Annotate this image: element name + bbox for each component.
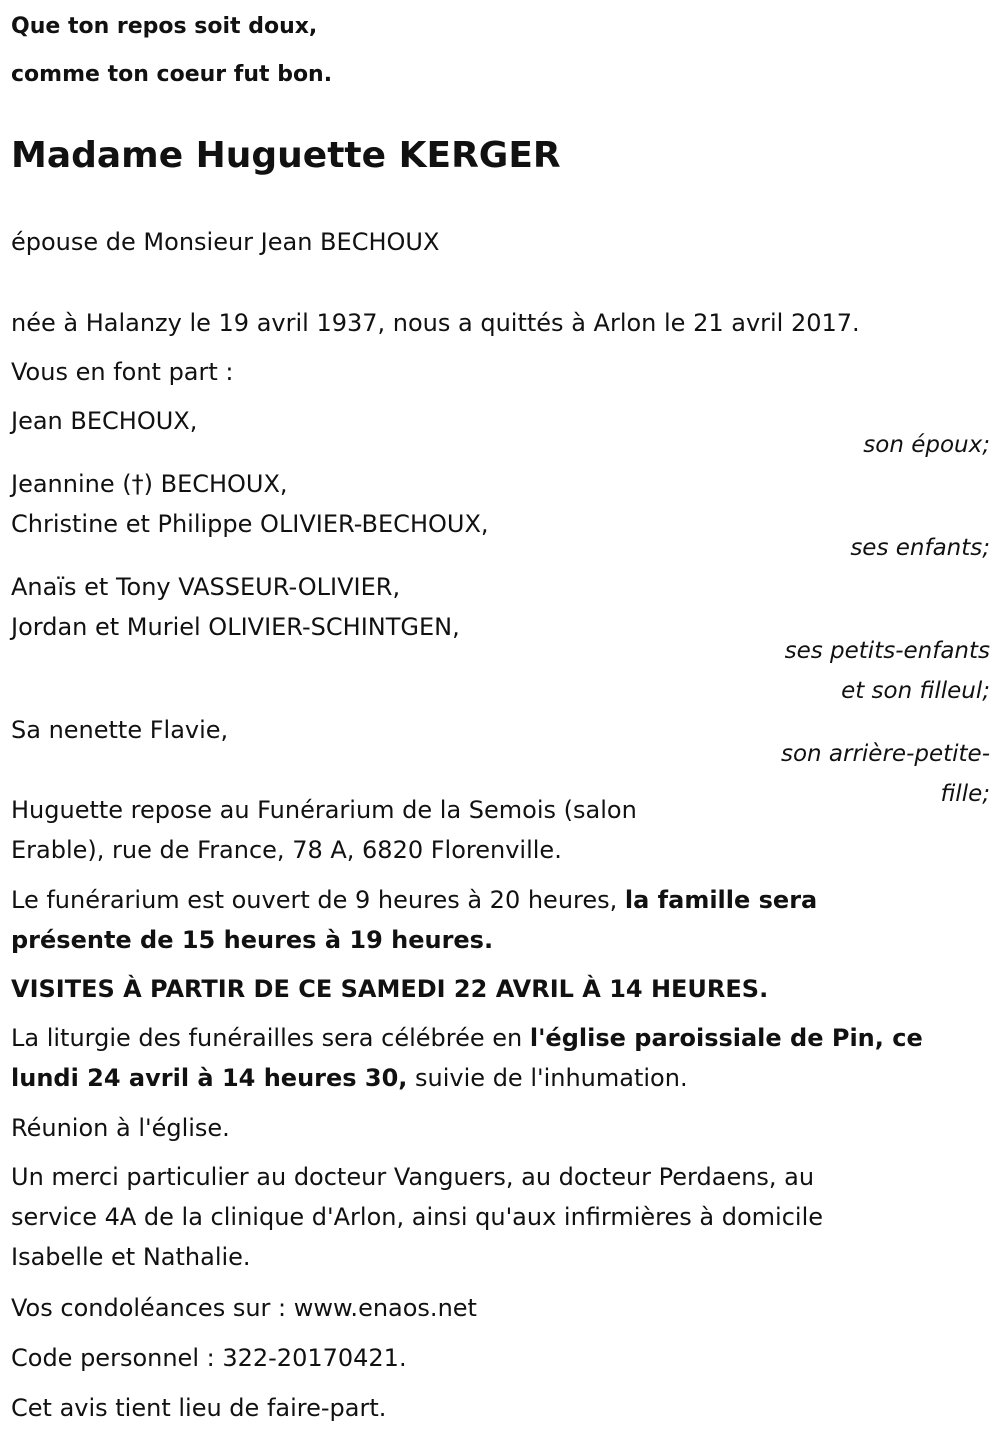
family-presence-text-1: la famille sera: [624, 886, 818, 914]
deceased-name: Madame Huguette KERGER: [11, 135, 561, 176]
funerarium-line-1: Huguette repose au Funérarium de la Semois (salon: [11, 796, 637, 824]
announcement-intro: Vous en font part :: [11, 358, 234, 386]
personal-code: Code personnel : 322-20170421.: [11, 1344, 407, 1372]
visits-announcement: VISITES À PARTIR DE CE SAMEDI 22 AVRIL À 14 HEURES.: [11, 975, 769, 1003]
funerarium-line-2: Erable), rue de France, 78 A, 6820 Florenville.: [11, 836, 562, 864]
family-great-grandchild: Sa nenette Flavie,: [11, 716, 229, 744]
family-child-2: Christine et Philippe OLIVIER-BECHOUX,: [11, 510, 489, 538]
notice-line: Cet avis tient lieu de faire-part.: [11, 1394, 387, 1422]
opening-hours-line-2: [11, 920, 493, 960]
grandchildren-relation-1: ses petits-enfants: [784, 638, 990, 664]
great-grandchild-relation-1: son arrière-petite-: [780, 741, 990, 767]
birth-death-line: née à Halanzy le 19 avril 1937, nous a quittés à Arlon le 21 avril 2017.: [11, 309, 860, 337]
meeting-place: Réunion à l'église.: [11, 1114, 230, 1142]
grandchildren-relation-2: et son filleul;: [841, 678, 990, 704]
family-child-1: Jeannine (†) BECHOUX,: [11, 470, 288, 498]
liturgy-line-2: [11, 1058, 688, 1098]
family-grandchild-2: Jordan et Muriel OLIVIER-SCHINTGEN,: [11, 613, 460, 641]
liturgy-place: l'église paroissiale de Pin, ce: [529, 1024, 923, 1052]
epitaph-line-2: comme ton coeur fut bon.: [11, 62, 333, 87]
family-presence-text-2: présente de 15 heures à 19 heures.: [11, 926, 494, 954]
liturgy-date: lundi 24 avril à 14 heures 30,: [11, 1064, 408, 1092]
family-grandchild-1: Anaïs et Tony VASSEUR-OLIVIER,: [11, 573, 401, 601]
spouse-relation: son époux;: [863, 432, 990, 458]
epitaph-line-1: Que ton repos soit doux,: [11, 14, 318, 39]
liturgy-text: La liturgie des funérailles sera célébrée en: [11, 1024, 530, 1052]
opening-hours-line-1: [11, 880, 817, 920]
family-spouse: Jean BECHOUX,: [11, 407, 198, 435]
great-grandchild-relation-2: fille;: [940, 781, 990, 807]
condolences-line: Vos condoléances sur : www.enaos.net: [11, 1294, 477, 1322]
children-relation: ses enfants;: [850, 535, 990, 561]
thanks-line-2: service 4A de la clinique d'Arlon, ainsi qu'aux infirmières à domicile: [11, 1203, 824, 1231]
thanks-line-1: Un merci particulier au docteur Vanguers, au docteur Perdaens, au: [11, 1163, 815, 1191]
thanks-line-3: Isabelle et Nathalie.: [11, 1243, 251, 1271]
spouse-line: épouse de Monsieur Jean BECHOUX: [11, 228, 440, 256]
opening-hours-text: Le funérarium est ouvert de 9 heures à 20 heures,: [11, 886, 625, 914]
liturgy-line-1: [11, 1018, 923, 1058]
liturgy-end: suivie de l'inhumation.: [407, 1064, 688, 1092]
